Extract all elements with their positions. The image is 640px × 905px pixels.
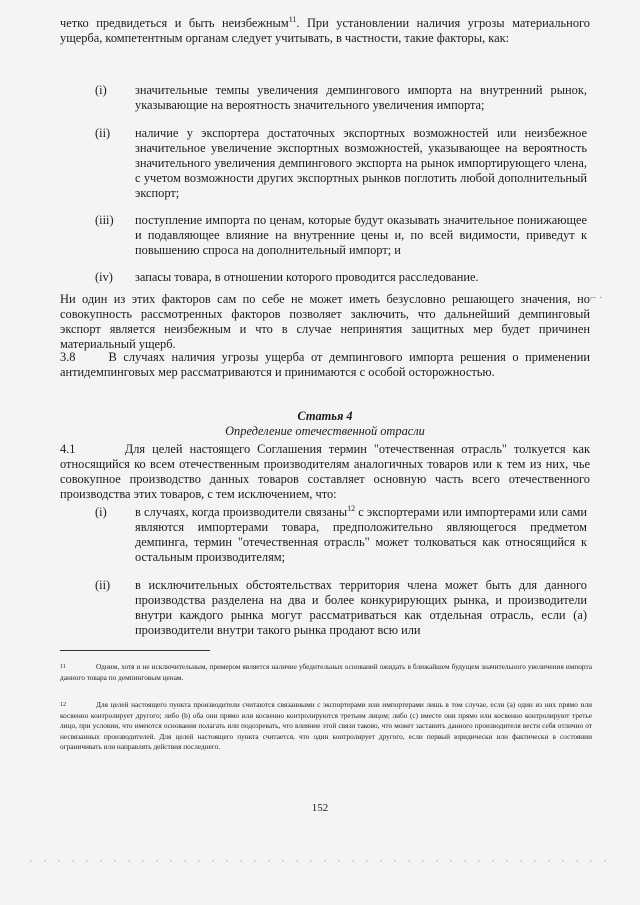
intro-paragraph [60, 16, 590, 46]
article-title: Статья 4 [297, 409, 353, 423]
footnote-separator [60, 650, 210, 651]
paragraph-text: В случаях наличия угрозы ущерба от демпингового импорта решения о применении антидемпинговых мер рассматриваются и принимаются с особой осторожностью. [60, 350, 590, 379]
paragraph-3-8 [60, 350, 590, 380]
factor-number: (i) [95, 83, 107, 97]
subitem-text: в исключительных обстоятельствах территория члена может быть для данного производства разделена на два и более конкурирующих рынка, и производители внутри каждого рынка могут рассматриваться как отдельная отрасль, если (а) производители внутри такого рынка продают всю или [135, 578, 587, 637]
article-subtitle: Определение отечественной отрасли [225, 424, 425, 438]
footnote-number: 12 [60, 702, 66, 708]
subitem-text-end: с экспортерами или импортерами или сами являются импортерами товара, предположительно являющегося предметом демпинга, термин "отечественная отрасль" может толковаться как относящийся к остальным производителям; [135, 505, 587, 564]
subitem-text [135, 505, 587, 565]
intro-text: четко предвидеться и быть неизбежным [60, 16, 289, 30]
factor-text: поступление импорта по ценам, которые будут оказывать значительное понижающее и подавляющее влияние на внутренние цены и, по всей видимости, приведут к повышению спроса на дополнительный импорт; и [135, 213, 587, 257]
scan-artifact [30, 860, 610, 862]
subitem-number: (i) [95, 505, 107, 519]
factor-number: (ii) [95, 126, 111, 140]
factor-number: (iii) [95, 213, 114, 227]
factor-text: запасы товара, в отношении которого проводится расследование. [135, 270, 479, 284]
factor-number: (iv) [95, 270, 113, 284]
footnote-number: 11 [60, 664, 66, 670]
footnote-12 [60, 700, 592, 753]
subitem-text-start: в случаях, когда производители связаны [135, 505, 348, 519]
footnote-text: Одним, хотя и не исключительным, примером является наличие убедительных оснований ожидать в ближайшем будущем значительного увеличения импорта данного товара по демпинговым ценам. [60, 662, 592, 682]
paragraph-number: 4.1 [60, 442, 76, 456]
subitem-number: (ii) [95, 578, 111, 592]
footnote-ref-12[interactable]: 12 [347, 503, 356, 513]
paragraph-number: 3.8 [60, 350, 76, 364]
footnote-text: Для целей настоящего пункта производители считаются связанными с экспортерами или импортерами лишь в том случае, если (а) один из них прямо или косвенно контролирует другого; либо (b) оба они прямо или косвенно контролируются третьим лицом; либо (с) вместе они прямо или косвенно контролируют третье лицо, при условии, что имеются основания полагать или подозревать, что влияние этой связи таково, что может заставить данного производителя вести себя отлично от несвязанных производителей. Для целей настоящего пункта считается, что один контролирует другого, если первый юридически или фактически в состоянии ограничивать или направлять действия последнего. [60, 700, 592, 751]
intro-text-end: . При установлении наличия угрозы материального ущерба, компетентным органам следует учитывать, в частности, такие факторы, как: [60, 16, 590, 45]
footnote-ref-11[interactable]: 11 [288, 14, 297, 24]
paragraph-text: Для целей настоящего Соглашения термин "отечественная отрасль" толкуется как относящийся ко всем отечественным производителям аналогичных товаров или к тем из них, чье совокупное производство данных товаров составляет основную часть всего отечественного производства этих товаров, с тем исключением, что: [60, 442, 591, 501]
conclusion-paragraph: Ни один из этих факторов сам по себе не может иметь безусловно решающего значения, но совокупность рассмотренных факторов позволяет заключить, что дальнейший демпинговый экспорт является неизбежным и что в случае непринятия защитных мер будет причинен материальный ущерб. [60, 292, 590, 351]
page-number: 152 [311, 802, 329, 814]
margin-mark: ⌐ · [590, 292, 603, 304]
factor-text: наличие у экспортера достаточных экспортных возможностей или неизбежное значительное увеличение экспортных возможностей, указывающее на вероятность значительного увеличения демпингового экспорта на рынок импортирующего члена, с учетом возможности других экспортных рынков поглотить любой дополнительный экспорт; [135, 126, 587, 200]
factor-text: значительные темпы увеличения демпингового импорта на внутренний рынок, указывающие на вероятность значительного увеличения импорта; [135, 83, 587, 112]
paragraph-4-1 [60, 442, 590, 502]
footnote-11 [60, 662, 592, 683]
